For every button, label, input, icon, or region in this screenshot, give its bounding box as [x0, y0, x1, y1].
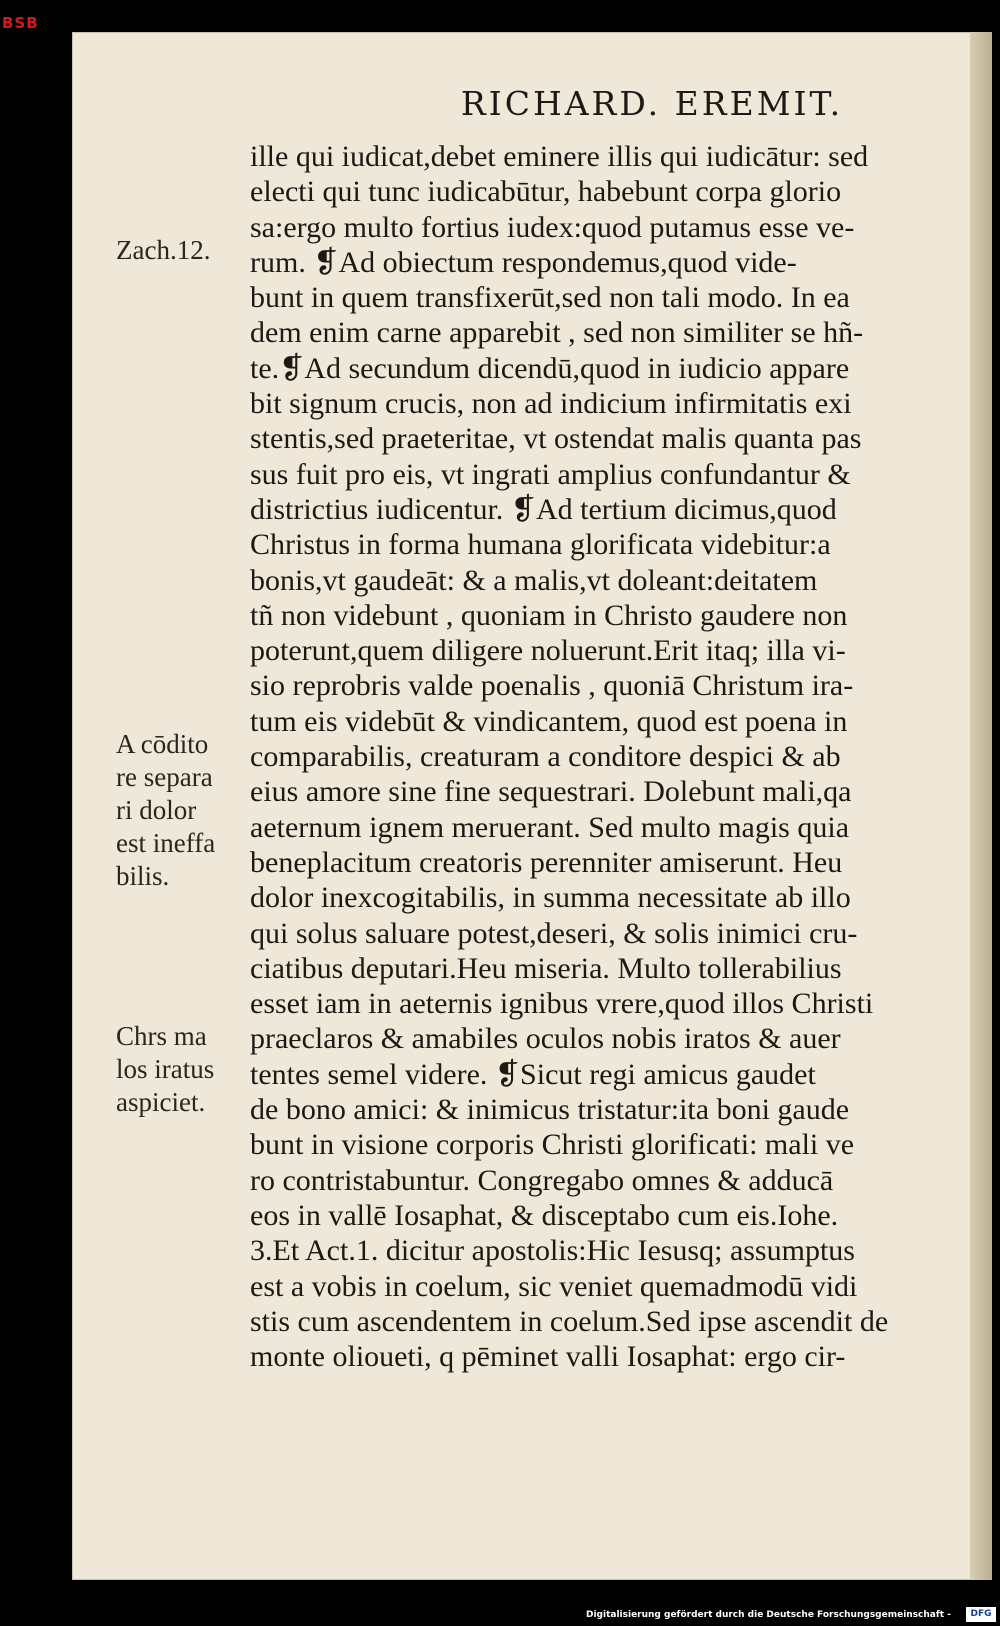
text-line: monte olioueti, q pēminet valli Iosaphat: ergo cir-	[250, 1340, 846, 1374]
margin-note-line: Chrs ma	[116, 1021, 207, 1051]
text-line: aeternum ignem meruerant. Sed multo magis quia	[250, 810, 850, 844]
text-line: bunt in visione corporis Christi glorificati: mali ve	[250, 1128, 855, 1162]
margin-note-line: aspiciet.	[116, 1087, 206, 1117]
margin-note-christus	[116, 1020, 244, 1119]
text-line: sus fuit pro eis, vt ingrati amplius confundantur &	[250, 457, 851, 491]
library-logo: BSB	[2, 14, 39, 32]
text-line: est a vobis in coelum, sic veniet quemadmodū vidi	[250, 1269, 858, 1303]
text-line: praeclaros & amabiles oculos nobis iratos & auer	[250, 1022, 841, 1056]
text-line: bit signum crucis, non ad indicium infirmitatis exi	[250, 387, 852, 421]
text-line: tentes semel videre. ❡Sicut regi amicus gaudet	[250, 1057, 816, 1091]
text-line: bonis,vt gaudeāt: & a malis,vt doleant:deitatem	[250, 563, 818, 597]
text-line: sa:ergo multo fortius iudex:quod putamus esse ve-	[250, 210, 855, 244]
text-line: tum eis videbūt & vindicantem, quod est poena in	[250, 704, 848, 738]
text-line: eos in vallē Iosaphat, & disceptabo cum eis.Iohe.	[250, 1198, 839, 1232]
margin-note-line: Zach.12.	[116, 235, 211, 265]
footer-credit: Digitalisierung gefördert durch die Deutsche Forschungsgemeinschaft -	[586, 1610, 951, 1620]
text-line: ille qui iudicat,debet eminere illis qui iudicātur: sed	[250, 140, 869, 173]
margin-note-line: A cōdito	[116, 729, 209, 759]
margin-note-zach	[116, 234, 244, 267]
text-line: Christus in forma humana glorificata videbitur:a	[250, 528, 831, 562]
text-line: beneplacitum creatoris perenniter amiserunt. Heu	[250, 845, 843, 879]
text-line: stis cum ascendentem in coelum.Sed ipse ascendit de	[250, 1304, 889, 1338]
text-line: dolor inexcogitabilis, in summa necessitate ab illo	[250, 881, 851, 915]
text-line: eius amore sine fine sequestrari. Dolebunt mali,qa	[250, 775, 852, 809]
text-line: comparabilis, creaturam a conditore despici & ab	[250, 740, 841, 774]
margin-note-line: bilis.	[116, 861, 170, 891]
text-line: tñ non videbunt , quoniam in Christo gaudere non	[250, 598, 848, 632]
text-line: esset iam in aeternis ignibus vrere,quod illos Christi	[250, 987, 874, 1021]
margin-note-line: ri dolor	[116, 795, 197, 825]
book-page	[72, 32, 992, 1580]
body-text	[250, 139, 940, 1374]
text-line: electi qui tunc iudicabūtur, habebunt corpa glorio	[250, 175, 842, 209]
text-line: districtius iudicentur. ❡Ad tertium dicimus,quod	[250, 492, 837, 526]
margin-note-line: los iratus	[116, 1054, 215, 1084]
page-edge	[970, 32, 992, 1580]
text-line: dem enim carne apparebit , sed non similiter se hñ-	[250, 316, 864, 350]
text-line: ciatibus deputari.Heu miseria. Multo tollerabilius	[250, 951, 842, 985]
text-line: poterunt,quem diligere noluerunt.Erit itaq; illa vi-	[250, 634, 846, 668]
text-line: qui solus saluare potest,deseri, & solis inimici cru-	[250, 916, 858, 950]
margin-note-line: re separa	[116, 762, 213, 792]
margin-note-line: est ineffa	[116, 828, 216, 858]
text-line: ro contristabuntur. Congregabo omnes & adducā	[250, 1163, 834, 1197]
text-line: sio reprobris valde poenalis , quoniā Christum ira-	[250, 669, 854, 703]
text-line: rum. ❡Ad obiectum respondemus,quod vide-	[250, 245, 797, 279]
margin-note-conditore	[116, 728, 244, 893]
text-line: de bono amici: & inimicus tristatur:ita boni gaude	[250, 1093, 850, 1127]
text-line: 3.Et Act.1. dicitur apostolis:Hic Iesusq; assumptus	[250, 1234, 855, 1268]
text-line: bunt in quem transfixerūt,sed non tali modo. In ea	[250, 281, 850, 315]
running-head: RICHARD. EREMIT.	[460, 84, 844, 123]
dfg-logo: DFG	[966, 1607, 996, 1622]
text-line: stentis,sed praeteritae, vt ostendat malis quanta pas	[250, 422, 862, 456]
text-line: te.❡Ad secundum dicendū,quod in iudicio appare	[250, 351, 850, 385]
